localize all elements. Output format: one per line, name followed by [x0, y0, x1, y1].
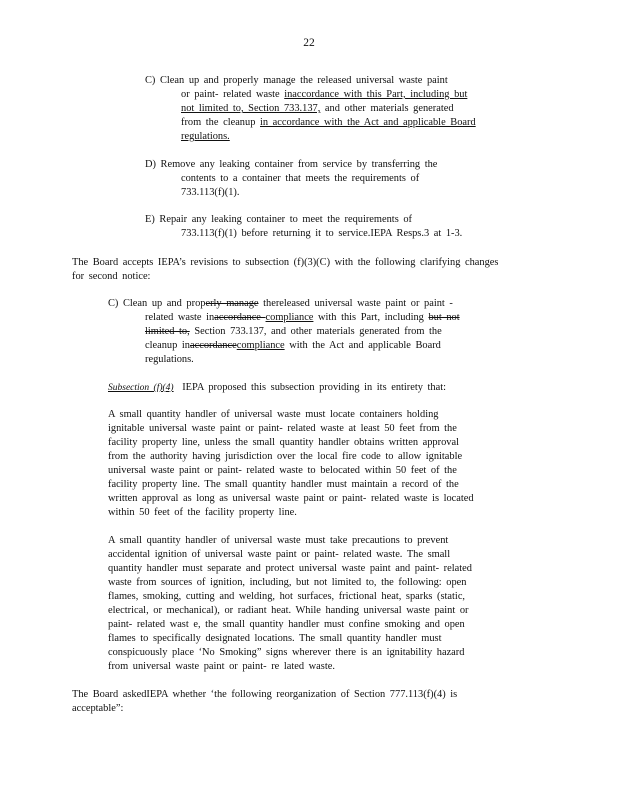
underlined-text: compliance — [265, 312, 314, 323]
text-run: A small quantity handler of universal waste must take precautions to prevent — [108, 535, 449, 546]
revised-c-line — [145, 325, 442, 338]
struck-text: erly manage — [205, 298, 259, 309]
quote-line — [108, 646, 464, 659]
text-run: Section 733.137, and other materials generated from the — [189, 326, 442, 337]
item-c-line — [145, 74, 448, 87]
item-d-line — [181, 172, 419, 185]
item-c-line — [181, 88, 467, 101]
item-c-line — [181, 130, 230, 143]
paragraph-line — [72, 688, 457, 701]
text-run: written approval as long as universal waste paint or paint- related waste is located — [108, 493, 474, 504]
quote-line — [108, 450, 462, 463]
quote-line — [108, 478, 459, 491]
struck-text: accordance — [214, 312, 266, 323]
text-run: facility property line, unless the small quantity handler obtains written approval — [108, 437, 459, 448]
quote-line — [108, 464, 457, 477]
item-c-line — [181, 116, 476, 129]
text-run: paint- related wast e, the small quantity handler must confine smoking and open — [108, 619, 465, 630]
quote-line — [108, 408, 439, 421]
quote-line — [108, 436, 459, 449]
item-d-line — [181, 186, 239, 199]
text-run: facility property line. The small quantity handler must maintain a record of the — [108, 479, 459, 490]
text-run: contents to a container that meets the requirements of — [181, 173, 420, 184]
item-e-line — [181, 227, 462, 240]
text-run: related waste in — [145, 312, 215, 323]
text-run: ignitable universal waste paint or paint- related waste at least 50 feet from the — [108, 423, 457, 434]
underlined-text: in accordance with the Act and applicable Board — [260, 117, 476, 128]
quote-line — [108, 604, 469, 617]
text-run: for second notice: — [72, 271, 151, 282]
text-run: flames, smoking, cutting and welding, hot surfaces, frictional heat, sparks (static, — [108, 591, 466, 602]
item-c-line — [181, 102, 454, 115]
text-run: universal waste paint or paint- related waste to belocated within 50 feet of the — [108, 465, 457, 476]
text-run: waste from sources of ignition, including, but not limited to, the following: open — [108, 577, 467, 588]
text-run: and other materials generated — [320, 103, 454, 114]
paragraph-line — [72, 270, 150, 283]
underlined-text: compliance — [236, 340, 285, 351]
quote-line — [108, 660, 335, 673]
text-run: 733.113(f)(1). — [181, 187, 240, 198]
text-run: with this Part, including — [313, 312, 429, 323]
quote-line — [108, 590, 465, 603]
revised-c-line — [145, 311, 460, 324]
text-run: C) Clean up and prop — [108, 298, 206, 309]
text-run: within 50 feet of the facility property line. — [108, 507, 297, 518]
text-run: regulations. — [145, 354, 194, 365]
text-run: The Board askedIEPA whether ‘the following reorganization of Section 777.113(f)(4) is — [72, 689, 458, 700]
underlined-text: inaccordance with this Part, including but — [284, 89, 468, 100]
quote-line — [108, 492, 474, 505]
text-run: from the cleanup — [181, 117, 260, 128]
item-d-line — [145, 158, 437, 171]
quote-line — [108, 618, 465, 631]
quote-line — [108, 422, 457, 435]
struck-text: accordance — [190, 340, 237, 351]
subsection-text: IEPA proposed this subsection providing in its entirety that: — [182, 382, 447, 393]
quote-line — [108, 632, 442, 645]
text-run: D) Remove any leaking container from service by transferring the — [145, 159, 438, 170]
revised-c-line — [108, 297, 453, 310]
revised-c-line — [145, 339, 441, 352]
paragraph-line — [72, 702, 123, 715]
text-run: acceptable”: — [72, 703, 124, 714]
text-run: A small quantity handler of universal waste must locate containers holding — [108, 409, 439, 420]
struck-text: but not — [428, 312, 460, 323]
quote-line — [108, 562, 472, 575]
text-run: or paint- related waste — [181, 89, 285, 100]
text-run: 733.113(f)(1) before returning it to service.IEPA Resps.3 at 1-3. — [181, 228, 463, 239]
subsection-label: Subsection (f)(4) — [108, 383, 174, 393]
text-run: accidental ignition of universal waste paint or paint- related waste. The small — [108, 549, 451, 560]
text-run: with the Act and applicable Board — [284, 340, 441, 351]
text-run: The Board accepts IEPA’s revisions to subsection (f)(3)(C) with the following clarifying changes — [72, 257, 499, 268]
text-run: thereleased universal waste paint or paint - — [258, 298, 453, 309]
paragraph-line — [72, 256, 498, 269]
text-run: from the authority having jurisdiction over the local fire code to allow ignitable — [108, 451, 463, 462]
revised-c-line — [145, 353, 194, 366]
struck-text: limited to, — [145, 326, 190, 337]
page-number: 22 — [303, 37, 315, 49]
subsection-heading — [108, 381, 446, 395]
underlined-text: not limited to, Section 733.137, — [181, 103, 321, 114]
quote-line — [108, 506, 297, 519]
text-run: C) Clean up and properly manage the released universal waste paint — [145, 75, 448, 86]
text-run: quantity handler must separate and protect universal waste paint and paint- related — [108, 563, 472, 574]
quote-line — [108, 534, 448, 547]
quote-line — [108, 548, 450, 561]
text-run: conspicuously place ‘No Smoking” signs wherever there is an ignitability hazard — [108, 647, 465, 658]
text-run: E) Repair any leaking container to meet the requirements of — [145, 214, 412, 225]
text-run: from universal waste paint or paint- re lated waste. — [108, 661, 335, 672]
item-e-line — [145, 213, 412, 226]
text-run: electrical, or mechanical), or radiant heat. While handing universal waste paint or — [108, 605, 469, 616]
quote-line — [108, 576, 466, 589]
text-run: cleanup in — [145, 340, 190, 351]
text-run: flames to specifically designated locations. The small quantity handler must — [108, 633, 442, 644]
underlined-text: regulations. — [181, 131, 230, 142]
